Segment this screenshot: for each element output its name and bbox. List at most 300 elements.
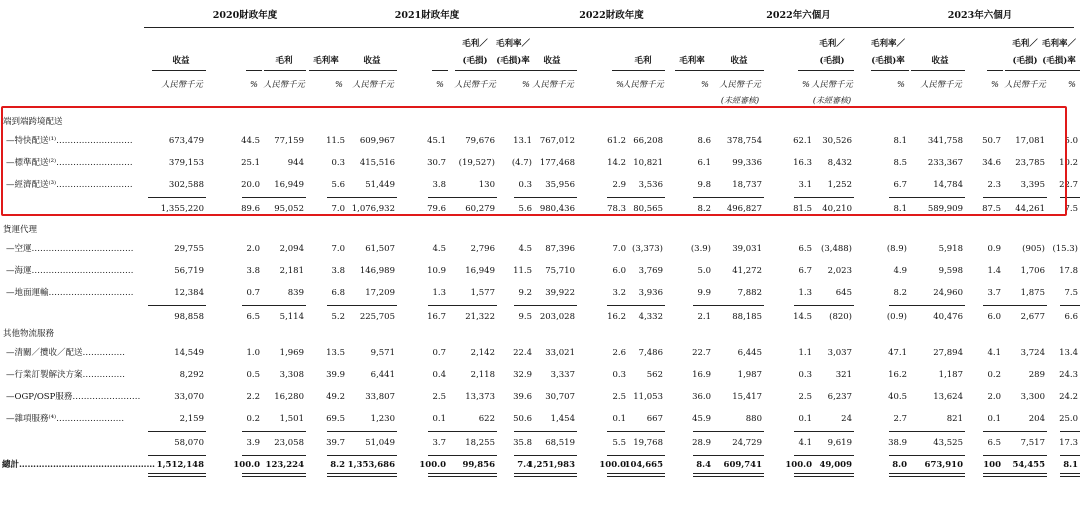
table-row-cell: 1,501 <box>279 414 304 424</box>
subtotal-rule <box>439 431 497 432</box>
col-header-gross-profit: 毛利／ <box>819 39 845 49</box>
subtotal-rule <box>148 473 206 474</box>
subtotal-rule <box>148 476 206 477</box>
table-row-cell: 0.3 <box>612 370 626 380</box>
subtotal-rule <box>607 455 665 456</box>
table-row-cell: 2,023 <box>827 266 852 276</box>
period-header: 2022年六個月 <box>766 10 831 21</box>
table-row-cell: 0.3 <box>518 180 532 190</box>
table-row-cell: 1,230 <box>370 414 395 424</box>
subtotal-row-cell: 43,525 <box>933 438 963 448</box>
table-row-cell: 8.6 <box>697 136 711 146</box>
table-row-cell: 79,676 <box>465 136 495 146</box>
table-row-cell: 30,526 <box>822 136 852 146</box>
subtotal-row-cell: 39.7 <box>326 438 345 448</box>
subtotal-rule <box>339 476 397 477</box>
table-row-cell: 0.4 <box>432 370 446 380</box>
table-row-cell: 1.3 <box>432 288 446 298</box>
subtotal-rule <box>248 305 306 306</box>
period-header: 2021財政年度 <box>394 10 460 21</box>
table-row-cell: 69.5 <box>326 414 345 424</box>
unit-label: % <box>250 79 258 89</box>
col-header-gross-margin: 毛利率 <box>313 56 339 66</box>
subtotal-row-cell: 8.2 <box>697 204 711 214</box>
col-header-gross-profit: 毛利 <box>275 56 293 66</box>
table-row-cell: 3,395 <box>1020 180 1045 190</box>
col-header-gross-profit: 毛利／ <box>462 39 488 49</box>
subtotal-row-cell: 6.5 <box>246 312 260 322</box>
subtotal-rule <box>519 476 577 477</box>
subtotal-rule <box>248 473 306 474</box>
table-row-cell: 204 <box>1028 414 1045 424</box>
section-title: 端到端跨境配送 <box>3 117 63 127</box>
unit-label: % <box>522 79 530 89</box>
table-row-cell: 3,769 <box>638 266 663 276</box>
col-header-gross-profit: (毛損) <box>819 56 845 66</box>
subtotal-row-cell: 40,476 <box>933 312 963 322</box>
table-row-cell: (3.9) <box>690 244 711 254</box>
col-header-revenue: 收益 <box>730 56 748 66</box>
table-row-cell: 1.0 <box>246 348 260 358</box>
table-row-cell: 39.6 <box>513 392 532 402</box>
subtotal-rule <box>796 431 854 432</box>
subtotal-rule <box>339 305 397 306</box>
subtotal-row-cell: 7.5 <box>1064 204 1078 214</box>
table-row-cell: 3,536 <box>638 180 663 190</box>
table-row-cell: 0.5 <box>246 370 260 380</box>
subtotal-rule <box>519 455 577 456</box>
table-row-cell: 1,969 <box>279 348 304 358</box>
table-row-cell: 50.6 <box>513 414 532 424</box>
col-header-gross-margin: 毛利率 <box>679 56 705 66</box>
total-row-cell: 8.4 <box>696 460 711 470</box>
table-row-cell: (15.3) <box>1052 244 1078 254</box>
table-row-cell: 767,012 <box>539 136 575 146</box>
table-row-cell: 2,118 <box>470 370 495 380</box>
col-header-gross-margin: (毛損)率 <box>871 56 905 66</box>
section-title: 貨運代理 <box>3 225 38 235</box>
total-row-cell: 609,741 <box>723 460 762 470</box>
table-row-cell: 14,784 <box>933 180 963 190</box>
col-header-gross-margin: (毛損)率 <box>1042 56 1076 66</box>
table-row-cell: 4.1 <box>987 348 1001 358</box>
col-underline <box>675 70 713 71</box>
col-underline <box>911 70 965 71</box>
subtotal-rule <box>607 476 665 477</box>
table-row-cell: 10.2 <box>1059 158 1078 168</box>
table-row-cell: 13.4 <box>1059 348 1078 358</box>
subtotal-rule <box>339 431 397 432</box>
table-row-cell: 45.9 <box>692 414 711 424</box>
table-row-cell: 0.1 <box>432 414 446 424</box>
subtotal-row-cell: 44,261 <box>1015 204 1045 214</box>
table-row-cell: 15,417 <box>732 392 762 402</box>
subtotal-rule <box>706 476 764 477</box>
table-row-cell: 13,373 <box>465 392 495 402</box>
table-row-cell: 1,577 <box>470 288 495 298</box>
subtotal-rule <box>339 455 397 456</box>
row-label: —清關／攬收／配送…………… <box>6 348 126 358</box>
table-row-cell: 6.5 <box>798 244 812 254</box>
row-label: —OGP/OSP服務…………………… <box>6 392 141 402</box>
row-label: —特快配送⁽¹⁾……………………… <box>6 136 133 146</box>
subtotal-row-cell: 60,279 <box>465 204 495 214</box>
col-underline <box>710 70 764 71</box>
subtotal-rule <box>519 473 577 474</box>
subtotal-row-cell: 5.2 <box>331 312 345 322</box>
subtotal-row-cell: 80,565 <box>633 204 663 214</box>
table-row-cell: 16,949 <box>274 180 304 190</box>
total-row-cell: 1,353,686 <box>347 460 395 470</box>
table-row-cell: 0.2 <box>987 370 1001 380</box>
table-row-cell: 5.0 <box>697 266 711 276</box>
subtotal-row-cell: 28.9 <box>692 438 711 448</box>
subtotal-rule <box>1060 476 1080 477</box>
table-row-cell: 645 <box>835 288 852 298</box>
subtotal-row-cell: 40,210 <box>822 204 852 214</box>
subtotal-rule <box>989 431 1047 432</box>
subtotal-row-cell: 58,070 <box>174 438 204 448</box>
subtotal-row-cell: 5.6 <box>518 204 532 214</box>
table-row-cell: 22.7 <box>1059 180 1078 190</box>
table-row-cell: 16.3 <box>793 158 812 168</box>
subtotal-rule <box>706 473 764 474</box>
table-row-cell: 44.5 <box>241 136 260 146</box>
total-row-cell: 1,251,983 <box>527 460 575 470</box>
table-row-cell: 24,960 <box>933 288 963 298</box>
table-row-cell: 1.1 <box>798 348 812 358</box>
col-header-revenue: 收益 <box>172 56 190 66</box>
unit-label: 人民幣千元 <box>532 79 574 89</box>
col-header-gross-profit: 毛利／ <box>1012 39 1038 49</box>
subtotal-rule <box>796 455 854 456</box>
col-header-gross-profit: (毛損) <box>1012 56 1038 66</box>
table-row-cell: 39,922 <box>545 288 575 298</box>
table-row-cell: 3,037 <box>827 348 852 358</box>
col-underline <box>455 70 497 71</box>
subtotal-rule <box>989 455 1047 456</box>
table-row-cell: 673,479 <box>168 136 204 146</box>
table-row-cell: 177,468 <box>539 158 575 168</box>
table-row-cell: 6,441 <box>370 370 395 380</box>
table-row-cell: 9.9 <box>697 288 711 298</box>
unit-label: % <box>335 79 343 89</box>
unit-label: 人民幣千元 <box>454 79 496 89</box>
total-row-cell: 100 <box>983 460 1001 470</box>
col-header-gross-profit: 毛利 <box>634 56 652 66</box>
table-row-cell: 2.9 <box>612 180 626 190</box>
total-row-cell: 49,009 <box>819 460 852 470</box>
subtotal-rule <box>148 455 206 456</box>
unaudited-note: (未經審核) <box>812 96 852 105</box>
total-row-cell: 8.2 <box>330 460 345 470</box>
section-title: 其他物流服務 <box>3 329 55 339</box>
table-row-cell: 7.5 <box>1064 288 1078 298</box>
unit-label: 人民幣千元 <box>719 79 761 89</box>
table-row-cell: 62.1 <box>793 136 812 146</box>
table-row-cell: 609,967 <box>359 136 395 146</box>
subtotal-row-cell: 51,049 <box>365 438 395 448</box>
subtotal-row-cell: 81.5 <box>793 204 812 214</box>
unit-label: % <box>436 79 444 89</box>
subtotal-rule <box>1060 473 1080 474</box>
table-row-cell: 3.7 <box>987 288 1001 298</box>
table-row-cell: 34.6 <box>982 158 1001 168</box>
subtotal-rule <box>907 431 965 432</box>
table-row-cell: 11.5 <box>326 136 345 146</box>
table-row-cell: 66,208 <box>633 136 663 146</box>
subtotal-row-cell: 5.5 <box>612 438 626 448</box>
table-row-cell: 17,209 <box>365 288 395 298</box>
table-row-cell: 14.2 <box>607 158 626 168</box>
subtotal-rule <box>706 455 764 456</box>
table-row-cell: 2,094 <box>279 244 304 254</box>
subtotal-rule <box>907 476 965 477</box>
period-underline <box>884 27 1074 28</box>
table-row-cell: (3,373) <box>632 244 663 254</box>
subtotal-rule <box>907 455 965 456</box>
table-row-cell: 17,081 <box>1015 136 1045 146</box>
table-row-cell: 16,280 <box>274 392 304 402</box>
table-row-cell: 2.5 <box>432 392 446 402</box>
table-row-cell: 24.3 <box>1059 370 1078 380</box>
table-row-cell: 2.3 <box>987 180 1001 190</box>
table-row-cell: 75,710 <box>545 266 575 276</box>
subtotal-row-cell: 6.6 <box>1064 312 1078 322</box>
subtotal-rule <box>248 431 306 432</box>
subtotal-row-cell: 98,858 <box>174 312 204 322</box>
table-row-cell: 16.2 <box>888 370 907 380</box>
row-label: —經濟配送⁽³⁾……………………… <box>6 180 133 190</box>
subtotal-row-cell: 14.5 <box>793 312 812 322</box>
table-row-cell: 9,571 <box>370 348 395 358</box>
table-row-cell: 14,549 <box>174 348 204 358</box>
subtotal-row-cell: 23,058 <box>274 438 304 448</box>
subtotal-row-cell: 225,705 <box>359 312 395 322</box>
total-row-cell: 54,455 <box>1012 460 1045 470</box>
unit-label: % <box>1068 79 1076 89</box>
col-header-gross-profit: (毛損) <box>462 56 488 66</box>
subtotal-row-cell: 78.3 <box>607 204 626 214</box>
table-row-cell: 13.5 <box>326 348 345 358</box>
table-row-cell: 1,252 <box>827 180 852 190</box>
table-row-cell: 3.8 <box>432 180 446 190</box>
col-underline <box>309 70 347 71</box>
unit-label: 人民幣千元 <box>622 79 664 89</box>
subtotal-rule <box>607 431 665 432</box>
col-header-revenue: 收益 <box>363 56 381 66</box>
table-row-cell: (4.7) <box>511 158 532 168</box>
table-row-cell: 302,588 <box>168 180 204 190</box>
table-row-cell: 880 <box>745 414 762 424</box>
subtotal-row-cell: 5,114 <box>279 312 304 322</box>
table-row-cell: 2.5 <box>798 392 812 402</box>
table-row-cell: 39,031 <box>732 244 762 254</box>
total-row-cell: 104,665 <box>624 460 663 470</box>
unit-label: 人民幣千元 <box>811 79 853 89</box>
col-underline <box>812 70 854 71</box>
table-row-cell: 51,449 <box>365 180 395 190</box>
subtotal-rule <box>248 476 306 477</box>
table-row-cell: 341,758 <box>927 136 963 146</box>
table-row-cell: 35,956 <box>545 180 575 190</box>
subtotal-row-cell: 4.1 <box>798 438 812 448</box>
subtotal-row-cell: 88,185 <box>732 312 762 322</box>
table-row-cell: 24.2 <box>1059 392 1078 402</box>
table-row-cell: 36.0 <box>692 392 711 402</box>
subtotal-row-cell: 24,729 <box>732 438 762 448</box>
table-row-cell: 2,142 <box>470 348 495 358</box>
table-row-cell: 821 <box>946 414 963 424</box>
subtotal-row-cell: 17.3 <box>1059 438 1078 448</box>
table-row-cell: 2.7 <box>893 414 907 424</box>
table-row-cell: 233,367 <box>927 158 963 168</box>
table-row-cell: 0.3 <box>331 158 345 168</box>
table-row-cell: 4.5 <box>518 244 532 254</box>
table-row-cell: 3,936 <box>638 288 663 298</box>
table-row-cell: 5.0 <box>1064 136 1078 146</box>
table-row-cell: 379,153 <box>168 158 204 168</box>
table-row-cell: (905) <box>1022 244 1045 254</box>
table-row-cell: 5.6 <box>331 180 345 190</box>
subtotal-row-cell: 89.6 <box>241 204 260 214</box>
subtotal-rule <box>889 476 909 477</box>
table-row-cell: 0.1 <box>798 414 812 424</box>
unit-label: 人民幣千元 <box>352 79 394 89</box>
table-row-cell: 32.9 <box>513 370 532 380</box>
table-row-cell: 4.5 <box>432 244 446 254</box>
table-row-cell: 9,598 <box>938 266 963 276</box>
table-row-cell: 30.7 <box>427 158 446 168</box>
col-underline <box>264 70 306 71</box>
subtotal-row-cell: 87.5 <box>982 204 1001 214</box>
subtotal-rule <box>148 431 206 432</box>
period-header: 2022財政年度 <box>579 10 644 21</box>
table-row-cell: 99,336 <box>732 158 762 168</box>
table-row-cell: 22.7 <box>692 348 711 358</box>
subtotal-rule <box>989 305 1047 306</box>
unit-label: 人民幣千元 <box>161 79 203 89</box>
table-row-cell: 39.9 <box>326 370 345 380</box>
table-row-cell: 33,807 <box>365 392 395 402</box>
table-row-cell: 1.3 <box>798 288 812 298</box>
subtotal-rule <box>907 473 965 474</box>
subtotal-row-cell: 3.7 <box>432 438 446 448</box>
table-row-cell: (3,488) <box>821 244 852 254</box>
period-underline <box>512 27 709 28</box>
subtotal-rule <box>439 305 497 306</box>
table-row-cell: 33,070 <box>174 392 204 402</box>
subtotal-rule <box>607 305 665 306</box>
subtotal-rule <box>889 455 909 456</box>
table-row-cell: 10,821 <box>633 158 663 168</box>
table-row-cell: 20.0 <box>241 180 260 190</box>
col-underline <box>623 70 665 71</box>
table-row-cell: 13.1 <box>513 136 532 146</box>
table-row-cell: 16.9 <box>692 370 711 380</box>
col-underline <box>246 70 262 71</box>
subtotal-rule <box>706 305 764 306</box>
table-row-cell: 49.2 <box>326 392 345 402</box>
table-row-cell: 56,719 <box>174 266 204 276</box>
col-header-gross-margin: (毛損)率 <box>496 56 530 66</box>
table-row-cell: 6.0 <box>612 266 626 276</box>
table-row-cell: 6.8 <box>331 288 345 298</box>
table-row-cell: 321 <box>835 370 852 380</box>
subtotal-rule <box>1060 305 1080 306</box>
table-row-cell: 2,796 <box>470 244 495 254</box>
table-row-cell: 0.1 <box>987 414 1001 424</box>
col-header-gross-margin: 毛利率／ <box>870 39 905 49</box>
subtotal-row-cell: 95,052 <box>274 204 304 214</box>
table-row-cell: 944 <box>287 158 304 168</box>
subtotal-row-cell: 3.9 <box>246 438 260 448</box>
subtotal-rule <box>889 305 909 306</box>
subtotal-row-cell: 9.5 <box>518 312 532 322</box>
table-row-cell: 11.5 <box>513 266 532 276</box>
subtotal-row-cell: 589,909 <box>927 204 963 214</box>
table-row-cell: 378,754 <box>726 136 762 146</box>
table-row-cell: 4.9 <box>893 266 907 276</box>
subtotal-rule <box>439 476 497 477</box>
table-row-cell: 17.8 <box>1059 266 1078 276</box>
table-row-cell: 23,785 <box>1015 158 1045 168</box>
subtotal-rule <box>796 305 854 306</box>
table-row-cell: 7.0 <box>612 244 626 254</box>
col-header-gross-margin: 毛利率／ <box>1041 39 1076 49</box>
total-row-cell: 8.0 <box>892 460 907 470</box>
table-row-cell: 1,454 <box>550 414 575 424</box>
table-row-cell: 3,337 <box>550 370 575 380</box>
table-row-cell: 47.1 <box>888 348 907 358</box>
row-label: —行業訂製解決方案…………… <box>6 370 126 380</box>
table-row-cell: 2,159 <box>179 414 204 424</box>
col-underline <box>987 70 1003 71</box>
table-row-cell: 562 <box>646 370 663 380</box>
table-row-cell: 30,707 <box>545 392 575 402</box>
table-row-cell: 29,755 <box>174 244 204 254</box>
table-row-cell: 1.4 <box>987 266 1001 276</box>
subtotal-rule <box>1060 455 1080 456</box>
table-row-cell: 2.2 <box>246 392 260 402</box>
total-row-cell: 673,910 <box>924 460 963 470</box>
table-row-cell: 0.1 <box>612 414 626 424</box>
subtotal-rule <box>519 305 577 306</box>
table-row-cell: 0.9 <box>987 244 1001 254</box>
table-row-cell: 2.5 <box>612 392 626 402</box>
subtotal-rule <box>796 476 854 477</box>
table-row-cell: 6.1 <box>697 158 711 168</box>
table-row-cell: 16,949 <box>465 266 495 276</box>
subtotal-row-cell: 19,768 <box>633 438 663 448</box>
subtotal-rule <box>706 431 764 432</box>
total-row-cell: 99,856 <box>462 460 495 470</box>
table-row-cell: 146,989 <box>359 266 395 276</box>
table-row-cell: 50.7 <box>982 136 1001 146</box>
table-row-cell: 24 <box>841 414 852 424</box>
total-row-cell: 100.0 <box>599 460 626 470</box>
table-row-cell: 9.8 <box>697 180 711 190</box>
subtotal-row-cell: 7.0 <box>331 204 345 214</box>
total-row-cell: 8.1 <box>1063 460 1078 470</box>
subtotal-rule <box>607 473 665 474</box>
table-row-cell: 6,445 <box>737 348 762 358</box>
table-row-cell: 13,624 <box>933 392 963 402</box>
row-label: —海運……………………………… <box>6 266 134 276</box>
period-header: 2023年六個月 <box>947 10 1013 21</box>
total-row-cell: 123,224 <box>265 460 304 470</box>
unit-label: % <box>991 79 999 89</box>
